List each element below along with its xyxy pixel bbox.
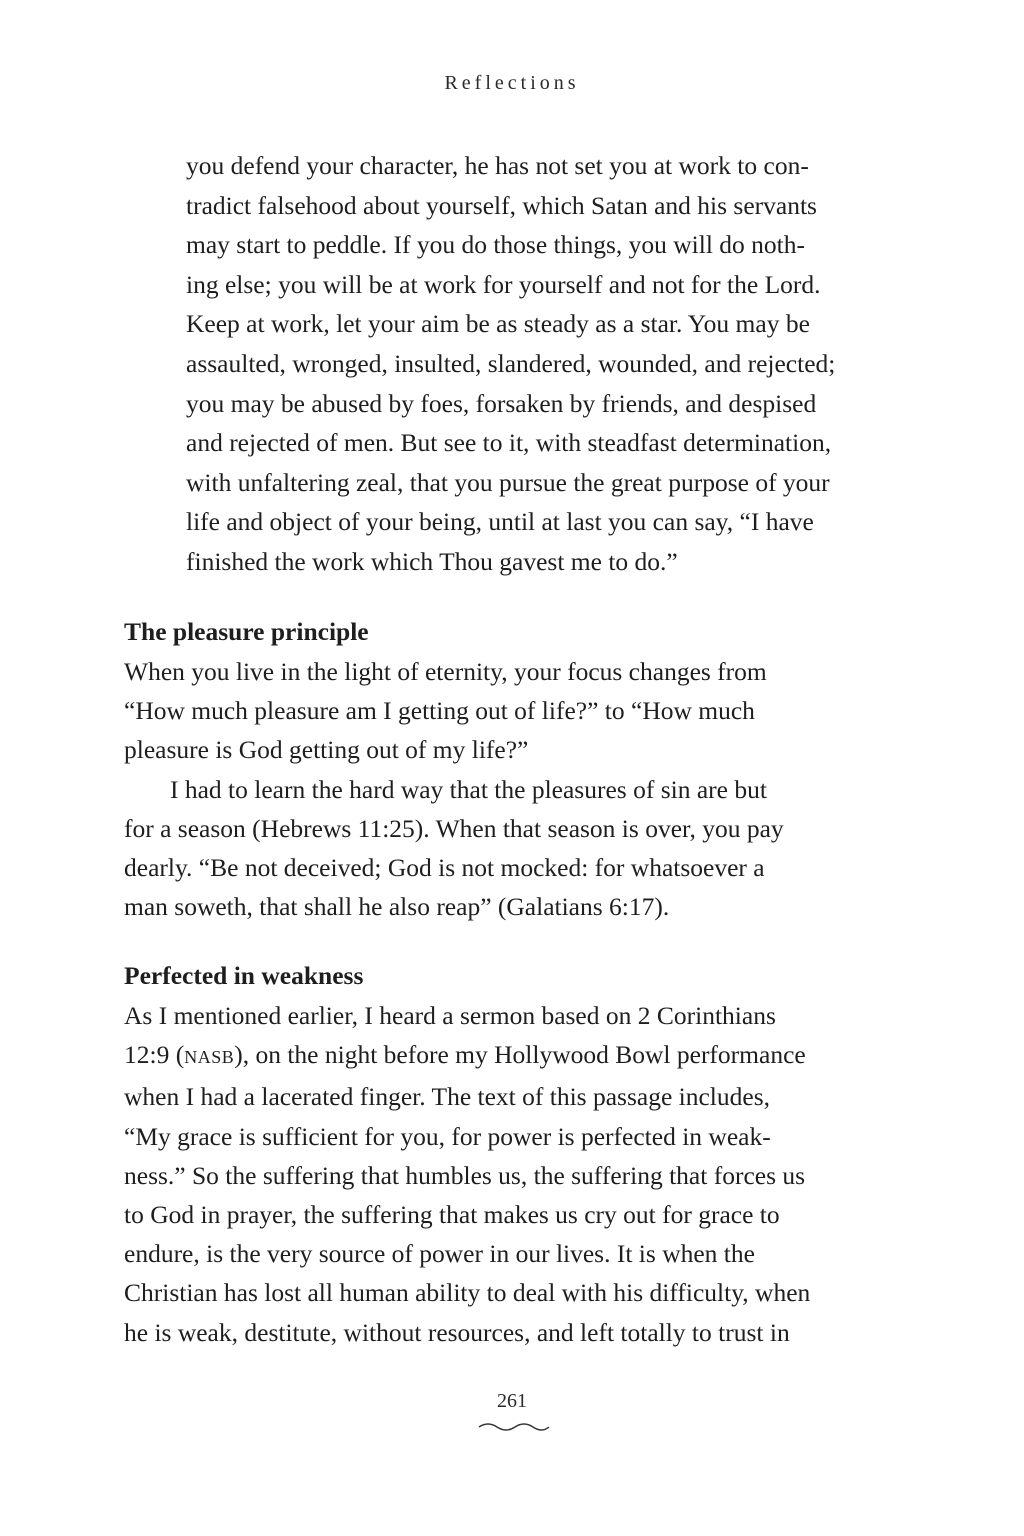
- paragraph: [124, 770, 924, 927]
- running-head: Reflections: [444, 72, 580, 94]
- text-line: endure, is the very source of power in our lives. It is when the: [124, 1239, 755, 1269]
- text-line: pleasure is God getting out of my life?”: [124, 735, 529, 765]
- page-number: 261: [497, 1390, 527, 1412]
- paragraph: [124, 996, 924, 1352]
- quote-line: finished the work which Thou gavest me to do.”: [186, 546, 678, 576]
- quote-line: may start to peddle. If you do those things, you will do noth-: [186, 230, 806, 260]
- paragraph: [124, 652, 924, 770]
- text-line: As I mentioned earlier, I heard a sermon based on 2 Corinthians: [124, 1001, 776, 1030]
- section-heading: The pleasure principle: [124, 617, 369, 646]
- text-line: I had to learn the hard way that the pleasures of sin are but: [170, 774, 767, 804]
- bible-version-abbreviation: NASB: [184, 1047, 235, 1068]
- text-line: for a season (Hebrews 11:25). When that season is over, you pay: [124, 813, 784, 843]
- text-line: “How much pleasure am I getting out of life?” to “How much: [124, 696, 755, 726]
- block-quote: [186, 146, 926, 582]
- text-line: dearly. “Be not deceived; God is not mocked: for whatsoever a: [124, 853, 765, 883]
- text-line: to God in prayer, the suffering that makes us cry out for grace to: [124, 1200, 780, 1230]
- quote-line: you defend your character, he has not set you at work to con-: [186, 151, 809, 180]
- text-line: man soweth, that shall he also reap” (Galatians 6:17).: [124, 892, 670, 922]
- text-line: Christian has lost all human ability to deal with his difficulty, when: [124, 1278, 811, 1308]
- text-line: when I had a lacerated finger. The text of this passage includes,: [124, 1082, 771, 1112]
- quote-line: assaulted, wronged, insulted, slandered, wounded, and rejected;: [186, 348, 836, 378]
- section-pleasure-principle: [124, 612, 924, 926]
- text-fragment: ), on the night before my Hollywood Bowl performance: [234, 1040, 806, 1070]
- text-line: he is weak, destitute, without resources, and left totally to trust in: [124, 1317, 790, 1347]
- section-perfected-in-weakness: [124, 956, 924, 1352]
- quote-line: Keep at work, let your aim be as steady as a star. You may be: [186, 309, 810, 339]
- section-heading: Perfected in weakness: [124, 961, 364, 990]
- text-line: When you live in the light of eternity, your focus changes from: [124, 657, 767, 686]
- quote-line: tradict falsehood about yourself, which Satan and his servants: [186, 190, 817, 220]
- text-fragment: 12:9 (: [124, 1040, 185, 1070]
- wave-ornament-icon: [477, 1420, 551, 1434]
- quote-line: and rejected of men. But see to it, with steadfast determination,: [186, 428, 832, 458]
- text-line: [124, 1035, 924, 1077]
- quote-line: life and object of your being, until at last you can say, “I have: [186, 507, 814, 537]
- quote-line: ing else; you will be at work for yourself and not for the Lord.: [186, 269, 821, 299]
- text-line: “My grace is sufficient for you, for power is perfected in weak-: [124, 1121, 771, 1151]
- text-line: ness.” So the suffering that humbles us, the suffering that forces us: [124, 1160, 806, 1190]
- quote-line: you may be abused by foes, forsaken by friends, and despised: [186, 388, 817, 418]
- quote-line: with unfaltering zeal, that you pursue the great purpose of your: [186, 467, 830, 497]
